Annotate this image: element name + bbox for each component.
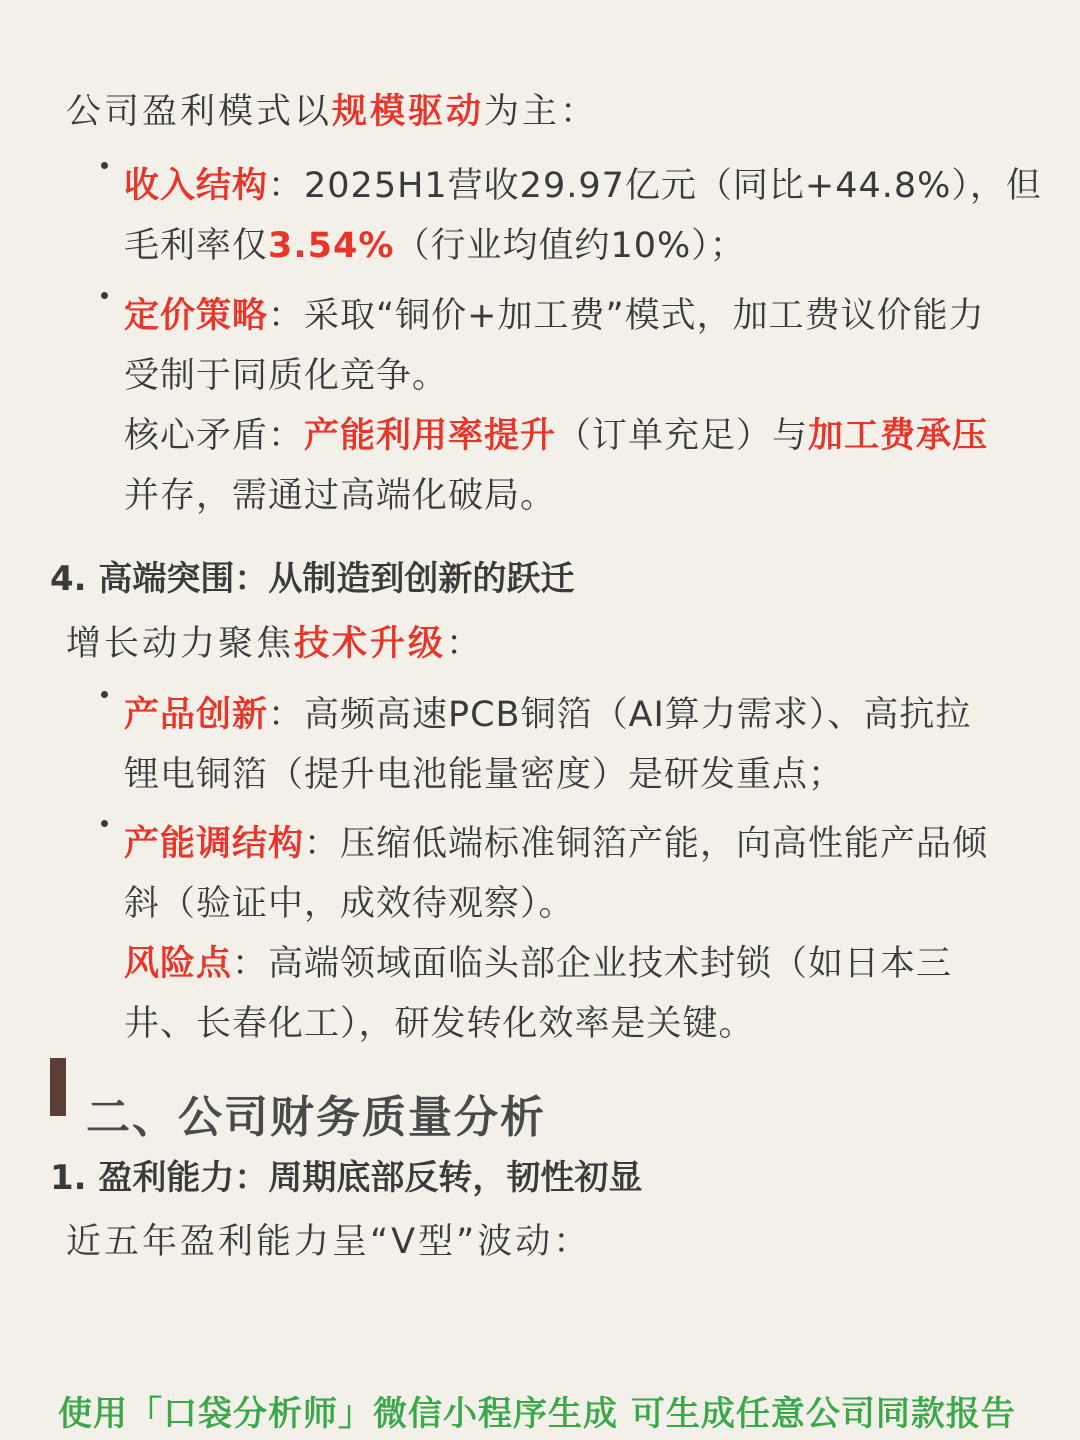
intro-text-end: ：	[446, 624, 485, 664]
intro-paragraph-3: 近五年盈利能力呈“V型”波动：	[66, 1222, 592, 1262]
bullet-product-line-1	[124, 687, 971, 737]
highlight-text: 加工费承压	[808, 416, 989, 456]
footer-promo: 使用「口袋分析师」微信小程序生成 可生成任意公司同款报告	[58, 1394, 1016, 1434]
bullet-text: （行业均值约10%）；	[394, 226, 746, 266]
intro-paragraph-1	[66, 84, 598, 134]
section-title: 二、公司财务质量分析	[86, 1092, 546, 1143]
bullet-pricing-line-1	[124, 288, 985, 338]
bullet-capacity-line-1	[124, 816, 988, 866]
bullet-pricing-line-4: 并存，需通过高端化破局。	[124, 476, 557, 516]
highlight-text: 风险点	[124, 944, 233, 984]
bullet-capacity-line-2: 斜（验证中，成效待观察）。	[124, 884, 575, 924]
intro-text: 公司盈利模式以	[66, 92, 333, 132]
bullet-pricing-line-2: 受制于同质化竞争。	[124, 356, 449, 396]
intro-paragraph-2	[66, 616, 484, 666]
highlight-text: 产能利用率提升	[304, 416, 557, 456]
bullet-revenue-line-1	[124, 158, 1042, 208]
bullet-text: （订单充足）与	[556, 416, 809, 456]
intro-text: 增长动力聚焦	[66, 624, 295, 664]
bullet-label: 产能调结构	[124, 824, 305, 864]
bullet-label: 收入结构	[124, 166, 269, 206]
bullet-text: 毛利率仅	[124, 226, 269, 266]
bullet-text: ：高频高速PCB铜箔（AI算力需求）、高抗拉	[268, 695, 972, 735]
bullet-dot	[101, 292, 108, 299]
bullet-dot	[101, 691, 108, 698]
highlight-text: 3.54%	[268, 226, 395, 266]
bullet-text: ：压缩低端标准铜箔产能，向高性能产品倾	[304, 824, 989, 864]
bullet-product-line-2: 锂电铜箔（提升电池能量密度）是研发重点；	[124, 755, 845, 795]
intro-text-end: 为主：	[484, 92, 599, 132]
section-bar	[50, 1058, 66, 1116]
bullet-capacity-line-4: 井、长春化工），研发转化效率是关键。	[124, 1004, 755, 1044]
bullet-text: ：采取“铜价+加工费”模式，加工费议价能力	[268, 296, 985, 336]
bullet-label: 产品创新	[124, 695, 269, 735]
bullet-capacity-line-3	[124, 936, 952, 986]
bullet-text: ：高端领域面临头部企业技术封锁（如日本三	[232, 944, 953, 984]
subheading-4: 4. 高端突围：从制造到创新的跃迁	[50, 559, 575, 599]
highlight-text: 技术升级	[294, 624, 447, 664]
bullet-revenue-line-2	[124, 218, 746, 268]
subheading-1: 1. 盈利能力：周期底部反转，韧性初显	[50, 1158, 643, 1198]
highlight-text: 规模驱动	[332, 92, 485, 132]
bullet-text: ：2025H1营收29.97亿元（同比+44.8%），但	[268, 166, 1042, 206]
bullet-label: 定价策略	[124, 296, 269, 336]
bullet-dot	[101, 820, 108, 827]
bullet-pricing-line-3	[124, 408, 988, 458]
bullet-dot	[101, 162, 108, 169]
bullet-text: 核心矛盾：	[124, 416, 305, 456]
